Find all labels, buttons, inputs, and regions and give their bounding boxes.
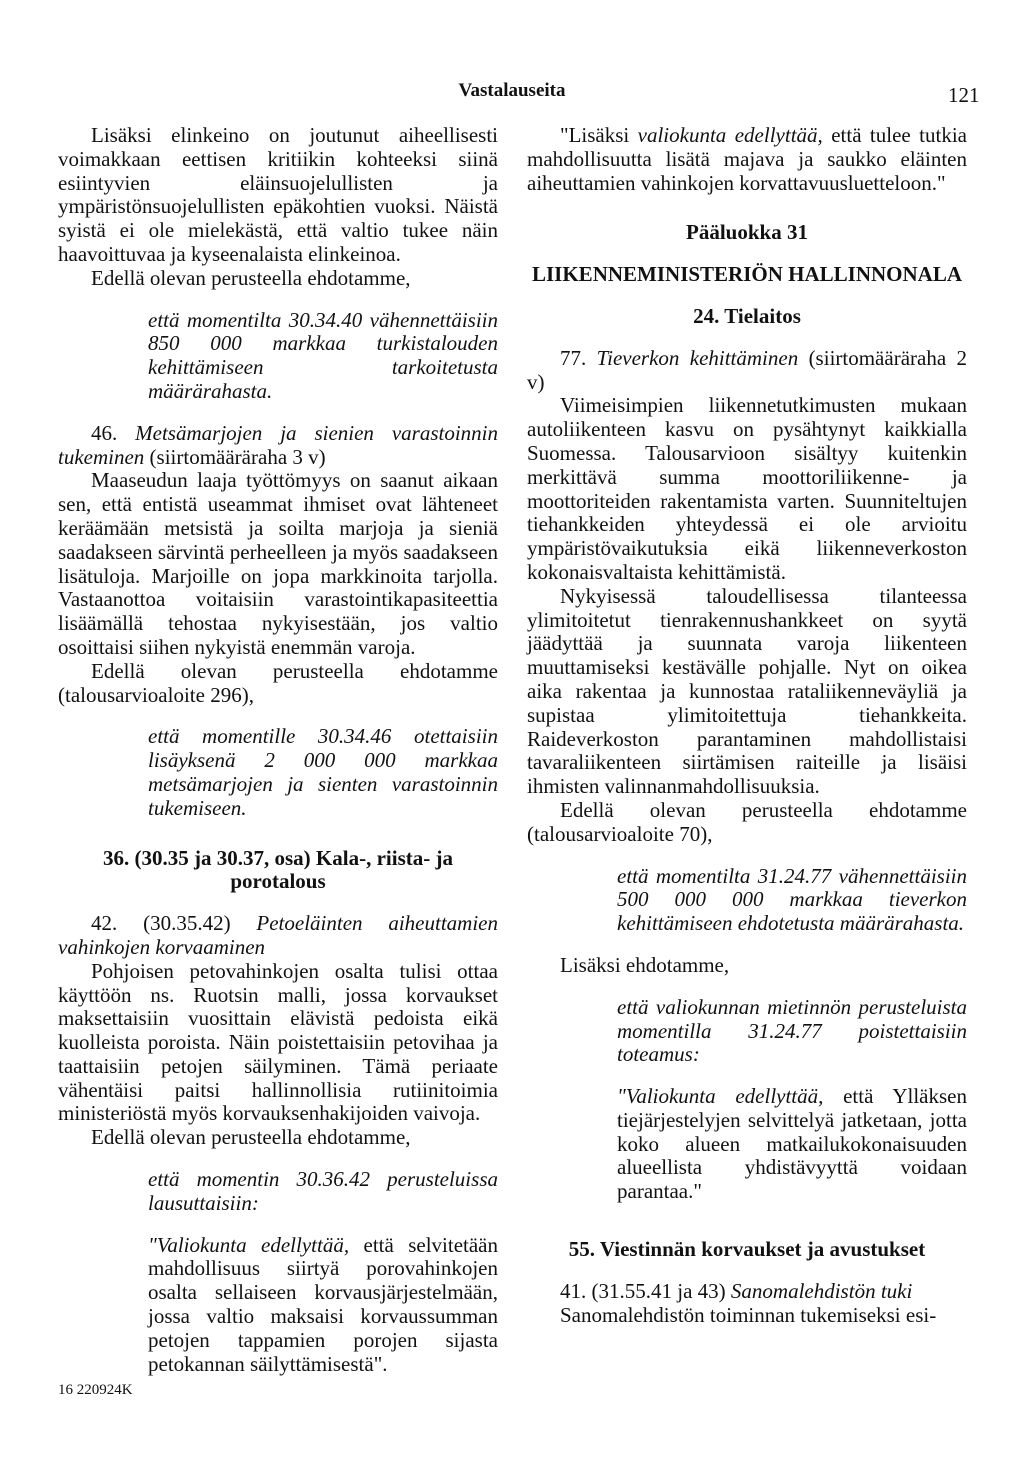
section-heading-36: 36. (30.35 ja 30.37, osa) Kala-, riista- ja porotalous xyxy=(103,845,453,894)
quote-text: että selvitetään mahdollisuus siirtyä porovahinkojen osalta sellaiseen korvausjärjestelmään, jossa valtio maksaisi korvaussumman petojen tappamien porojen sijasta petokannan säilyttämisestä". xyxy=(148,1232,498,1376)
item-heading-41 xyxy=(527,1280,967,1304)
quoted-statement xyxy=(527,124,967,195)
quote-text: että Ylläksen tiejärjestelyjen selvittelyä jatketaan, jotta koko alueen matkailukokonaisuuden alueellista yhdistävyyttä voidaan parantaa." xyxy=(617,1084,967,1204)
proposal: että valiokunnan mietinnön perusteluista momentilla 31.24.77 poistettaisiin toteamus: xyxy=(617,994,967,1067)
proposal-intro: Edellä olevan perusteella ehdotamme (talousarvioaloite 70), xyxy=(527,797,967,846)
proposal-intro: Edellä olevan perusteella ehdotamme, xyxy=(91,265,411,290)
item-title: Tieverkon kehittäminen xyxy=(596,345,799,370)
paragraph: Lisäksi elinkeino on joutunut aiheellisesti voimakkaan eettisen kritiikin kohteeksi siinä esiintyvien eläinsuojelullisten ja ympäristönsuojelullisten epäkohtien vuoksi. Näistä syistä ei ole mielekästä, että valtio tukee näin haavoittuvaa ja kyseenalaista elinkeinoa. xyxy=(58,123,498,266)
ministry-heading: LIIKENNEMINISTERIÖN HALLINNONALA xyxy=(532,262,962,287)
item-heading-42 xyxy=(58,912,498,960)
paragraph: Maaseudun laaja työttömyys on saanut aikaan sen, että entistä useammat ihmiset ovat lähteneet keräämään metsistä ja soilta marjoja ja sieniä saadakseen särvintä perheelleen ja myös saadakseen lisätuloja. Marjoille on jopa markkinoita tarjolla. Vastaanottoa voitaisiin varastointikapasiteettia lisäämällä tehostaa nykyisestään, jos valtio osoittaisi siihen nykyistä enemmän varoja. xyxy=(58,468,498,659)
item-number: 42. (30.35.42) xyxy=(91,911,231,936)
main-class-heading: Pääluokka 31 xyxy=(686,220,808,245)
section-heading-24: 24. Tielaitos xyxy=(693,303,801,328)
item-title: Metsämarjojen ja sienien varastoinnin tukeminen xyxy=(58,420,498,469)
item-heading-77 xyxy=(527,347,967,395)
running-title: Vastalauseita xyxy=(458,80,566,101)
proposal-intro: Lisäksi ehdotamme, xyxy=(560,952,730,977)
quote-italic: valiokunta edellyttää, xyxy=(637,123,823,147)
right-column xyxy=(527,124,967,1327)
quoted-statement xyxy=(148,1234,498,1377)
item-type: (siirtomääräraha 3 v) xyxy=(149,444,326,469)
proposal-intro: Edellä olevan perusteella ehdotamme, xyxy=(91,1125,411,1150)
proposal: että momentilta 30.34.40 vähennettäisiin 850 000 markkaa turkistalouden kehittämiseen tarkoitetusta määrärahasta. xyxy=(148,307,498,403)
quote-italic: "Valiokunta edellyttää, xyxy=(617,1084,824,1109)
page-number: 121 xyxy=(948,83,980,107)
quote-text: että tulee tutkia mahdollisuutta lisätä majava ja saukko eläinten aiheuttamien vahinkojen korvattavuusluetteloon." xyxy=(527,123,967,195)
item-title: Sanomalehdistön tuki xyxy=(730,1278,913,1303)
paragraph: Pohjoisen petovahinkojen osalta tulisi ottaa käyttöön ns. Ruotsin malli, jossa korvaukset maksettaisiin vuosittain elävistä pedoista eikä kuolleista poroista. Näin poistettaisiin petovihaa ja taattaisiin petojen säilyminen. Tämä periaate vähentäisi paitsi hallinnollisia rutiinitoimia ministeriöstä myös korvauksenhakijoiden vaivoja. xyxy=(58,958,498,1126)
item-number: 46. xyxy=(91,420,118,445)
paragraph: Viimeisimpien liikennetutkimusten mukaan autoliikenteen kasvu on pysähtynyt kaikkialla Suomessa. Talousarvioon sisältyy kuitenkin merkittävä summa moottoriliikenne- ja moottoriteiden rakentamista varten. Suunniteltujen tiehankkeiden yhteydessä ei ole arvioitu ympäristövaikutuksia eikä liikenneverkoston kokonaisvaltaista kehittämistä. xyxy=(527,393,967,584)
item-number: 77. xyxy=(560,345,587,370)
paragraph: Nykyisessä taloudellisessa tilanteessa ylimitoitetut tienrakennushankkeet on syytä jäädyttää ja suunnata varoja liikenteen muuttamiseksi kestävälle pohjalle. Nyt on oikea aika rakentaa ja kunnostaa rataliikenneväyliä ja supistaa ylimitoitettuja tiehankkeita. Raideverkoston parantaminen mahdollistaisi tavaraliikenteen siirtämisen raiteille ja lisäisi ihmisten valinnanmahdollisuuksia. xyxy=(527,583,967,799)
quote-italic: "Valiokunta edellyttää, xyxy=(148,1232,350,1257)
item-number: 41. (31.55.41 ja 43) xyxy=(560,1278,726,1303)
quoted-statement xyxy=(617,1085,967,1204)
proposal: että momentin 30.36.42 perusteluissa lausuttaisiin: xyxy=(148,1167,498,1215)
item-heading-46 xyxy=(58,422,498,470)
left-column xyxy=(58,124,498,1376)
item-type: (siirtomääräraha 2 v) xyxy=(527,345,967,394)
proposal: että momentilta 31.24.77 vähennettäisiin 500 000 000 markkaa tieverkon kehittämiseen ehdotetusta määrärahasta. xyxy=(617,863,967,936)
print-code: 16 220924K xyxy=(58,1382,133,1398)
proposal: että momentille 30.34.46 otettaisiin lisäyksenä 2 000 000 markkaa metsämarjojen ja sienten varastoinnin tukemiseen. xyxy=(148,724,498,820)
section-heading-55: 55. Viestinnän korvaukset ja avustukset xyxy=(568,1237,926,1262)
quote-prefix: "Lisäksi xyxy=(560,123,630,147)
paragraph: Sanomalehdistön toiminnan tukemiseksi esi- xyxy=(560,1302,937,1327)
item-title: Petoeläinten aiheuttamien vahinkojen korvaaminen xyxy=(58,911,498,959)
proposal-intro: Edellä olevan perusteella ehdotamme (talousarvioaloite 296), xyxy=(58,658,498,707)
